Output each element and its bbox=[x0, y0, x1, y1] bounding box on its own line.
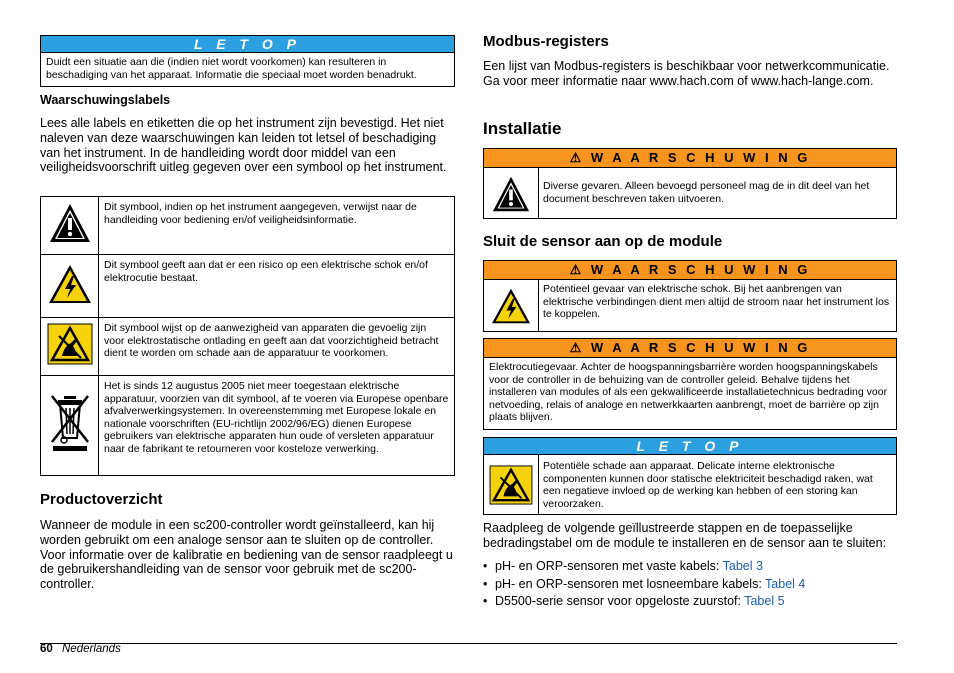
caution-heading: L E T O P bbox=[41, 36, 454, 53]
caution-heading: L E T O P bbox=[484, 438, 896, 455]
caution-text: Potentiële schade aan apparaat. Delicate interne elektronische componenten kunnen door statische elektriciteit beschadigd raken, wat een negatieve invloed op de werking kan hebben of een storing kan veroorzaken. bbox=[543, 460, 873, 510]
warning-triangle-icon bbox=[491, 175, 531, 213]
list-item-text: pH- en ORP-sensoren met losneembare kabels: bbox=[495, 576, 766, 591]
installatie-heading: Installatie bbox=[483, 119, 562, 138]
page-number: 60 bbox=[40, 643, 53, 655]
warning-notice-shock bbox=[483, 260, 897, 332]
warning-heading: W A A R S C H U W I N G bbox=[590, 262, 811, 277]
weee-bin-icon bbox=[50, 392, 90, 454]
warning-notice-electrocution bbox=[483, 338, 897, 430]
warning-icon: ⚠ bbox=[569, 340, 585, 355]
caution-notice-top bbox=[40, 35, 455, 87]
labels-heading: Waarschuwingslabels bbox=[40, 93, 171, 107]
caution-text: Duidt een situatie aan die (indien niet wordt voorkomen) kan resulteren in beschadiging van het apparaat. Informatie die speciaal moet worden benadrukt. bbox=[46, 56, 417, 81]
symbol-text: Dit symbool wijst op de aanwezigheid van apparaten die gevoelig zijn voor elektrostatische ontlading en geeft aan dat voorzichtigheid betracht dient te worden om schade aan de apparatuur te voorkomen. bbox=[99, 318, 455, 376]
warning-text: Potentieel gevaar van elektrische schok. Bij het aanbrengen van elektrische verbindingen dient men altijd de stroom naar het instrument los te koppelen. bbox=[543, 283, 890, 320]
steps-list bbox=[483, 558, 897, 611]
list-item bbox=[483, 558, 897, 576]
symbols-table bbox=[40, 196, 455, 476]
symbol-row bbox=[41, 197, 455, 255]
footer-language: Nederlands bbox=[62, 643, 121, 655]
warning-heading: W A A R S C H U W I N G bbox=[590, 150, 811, 165]
overview-text: Wanneer de module in een sc200-controller wordt geïnstalleerd, kan hij worden gebruikt om een analoge sensor aan te sluiten op de controller. Voor informatie over de kalibratie en bediening van de sensor raadpleegt u de gebruikershandleiding van de sensor voor gebruik met de sc200-controller. bbox=[40, 518, 453, 592]
symbol-text: Dit symbool, indien op het instrument aangegeven, verwijst naar de handleiding voor bediening en/of veiligheidsinformatie. bbox=[99, 197, 455, 255]
electric-shock-icon bbox=[47, 263, 93, 305]
warning-text: Diverse gevaren. Alleen bevoegd personeel mag de in dit deel van het document beschreven taken uitvoeren. bbox=[543, 180, 870, 205]
tabel-4-link[interactable]: Tabel 4 bbox=[765, 576, 806, 591]
list-item bbox=[483, 576, 897, 594]
footer-divider bbox=[40, 643, 897, 644]
list-item bbox=[483, 593, 897, 611]
esd-icon bbox=[47, 323, 93, 365]
footer bbox=[40, 643, 121, 655]
tabel-3-link[interactable]: Tabel 3 bbox=[722, 559, 763, 573]
esd-icon bbox=[489, 465, 533, 505]
symbol-text: Dit symbool geeft aan dat er een risico op een elektrische schok en/of elektrocutie bestaat. bbox=[99, 255, 455, 318]
caution-notice-esd bbox=[483, 437, 897, 515]
list-item-text: D5500-serie sensor voor opgeloste zuurstof: bbox=[495, 594, 745, 608]
labels-intro: Lees alle labels en etiketten die op het instrument zijn bevestigd. Het niet naleven van deze waarschuwingen kan leiden tot letsel of beschadiging van het instrument. In de handleiding wordt door middel van een veiligheidsvoorschrift uitleg gegeven over een symbool op het instrument. bbox=[40, 116, 447, 175]
symbol-row bbox=[41, 318, 455, 376]
electric-shock-icon bbox=[490, 287, 532, 325]
modbus-heading: Modbus-registers bbox=[483, 33, 609, 50]
symbol-row bbox=[41, 376, 455, 476]
warning-notice-general bbox=[483, 148, 897, 219]
symbol-row bbox=[41, 255, 455, 318]
modbus-text: Een lijst van Modbus-registers is beschikbaar voor netwerkcommunicatie. Ga voor meer informatie naar www.hach.com of www.hach-lange.com. bbox=[483, 59, 890, 88]
warning-icon: ⚠ bbox=[569, 150, 585, 165]
symbol-text: Het is sinds 12 augustus 2005 niet meer toegestaan elektrische apparatuur, voorzien van dit symbool, af te voeren via Europese openbare afvalverwerkingsystemen. In overeenstemming met Europese lokale en nationale voorschriften (EU-richtlijn 2002/96/EG) dienen Europese gebruikers van elektrische apparaten hun oude of versleten apparatuur naar de fabrikant te retourneren voor kosteloze verwerking. bbox=[99, 376, 455, 476]
overview-heading: Productoverzicht bbox=[40, 491, 163, 508]
tabel-5-link[interactable]: Tabel 5 bbox=[744, 594, 785, 608]
warning-icon: ⚠ bbox=[569, 262, 585, 277]
warning-triangle-icon bbox=[48, 202, 92, 244]
connect-heading: Sluit de sensor aan op de module bbox=[483, 233, 723, 250]
warning-heading: W A A R S C H U W I N G bbox=[590, 340, 811, 355]
steps-intro: Raadpleeg de volgende geïllustreerde stappen en de toepasselijke bedradingstabel om de module te installeren en de sensor aan te sluiten: bbox=[483, 521, 887, 550]
list-item-text: pH- en ORP-sensoren met vaste kabels: bbox=[495, 559, 723, 573]
warning-text: Elektrocutiegevaar. Achter de hoogspanningsbarrière worden hoogspanningskabels voor de controller in de behuizing van de controller geleid. Behalve tijdens het installeren van modules of als een gekwalificeerde installatietechnicus bedrading voor netvoeding, relais of analoge en netwerkkaarten aanbrengt, moet de barrière op zijn plaats blijven. bbox=[489, 361, 888, 423]
